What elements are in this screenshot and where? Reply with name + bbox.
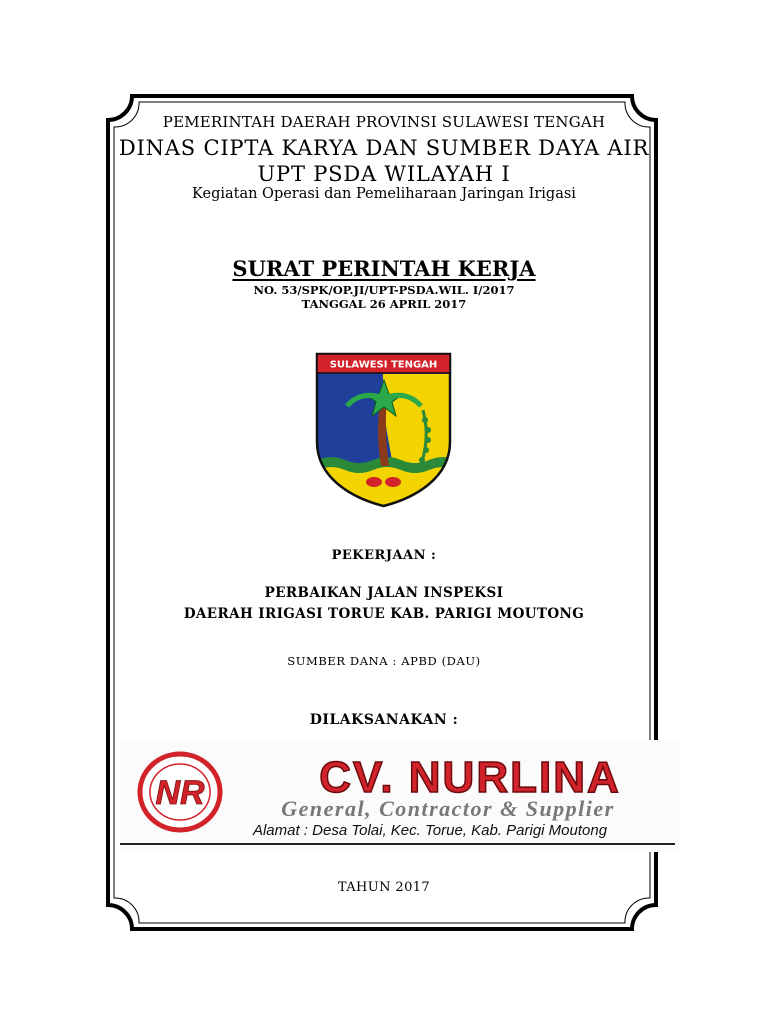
agency-heading: DINAS CIPTA KARYA DAN SUMBER DAYA AIR xyxy=(118,136,650,160)
funding-source: SUMBER DANA : APBD (DAU) xyxy=(287,654,481,668)
emblem-label: SULAWESI TENGAH xyxy=(329,359,438,371)
company-name: CV. NURLINA xyxy=(319,753,621,802)
company-logo xyxy=(140,754,220,830)
provincial-emblem xyxy=(311,350,456,510)
banner-rule xyxy=(120,843,675,845)
document-date: TANGGAL 26 APRIL 2017 xyxy=(301,297,467,311)
activity-heading: Kegiatan Operasi dan Pemeliharaan Jaringan Irigasi xyxy=(192,186,576,202)
document-year: TAHUN 2017 xyxy=(337,880,431,895)
work-title-line1: PERBAIKAN JALAN INSPEKSI xyxy=(264,585,504,601)
government-heading: PEMERINTAH DAERAH PROVINSI SULAWESI TENGAH xyxy=(162,113,606,131)
work-heading: PEKERJAAN : xyxy=(331,548,437,563)
unit-heading: UPT PSDA WILAYAH I xyxy=(257,162,511,186)
work-title-line2: DAERAH IRIGASI TORUE KAB. PARIGI MOUTONG xyxy=(183,606,585,622)
executor-heading: DILAKSANAKAN : xyxy=(309,712,459,728)
logo-letters: NR xyxy=(155,774,205,812)
company-tagline: General, Contractor & Supplier xyxy=(281,796,615,821)
company-banner xyxy=(120,740,680,852)
document-title: SURAT PERINTAH KERJA xyxy=(232,256,536,281)
document-number: NO. 53/SPK/OP.JI/UPT-PSDA.WIL. I/2017 xyxy=(253,283,515,297)
company-address: Alamat : Desa Tolai, Kec. Torue, Kab. Parigi Moutong xyxy=(252,822,608,839)
